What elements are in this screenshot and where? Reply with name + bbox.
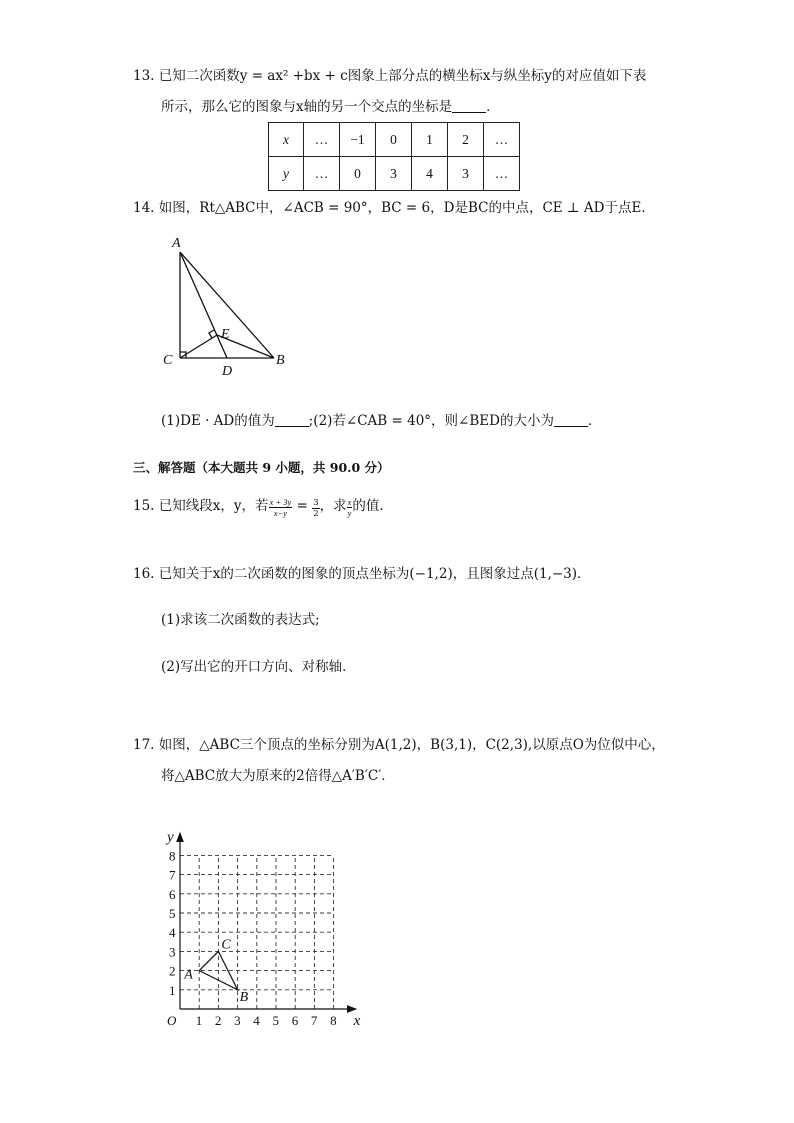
table-cell: 2	[448, 123, 484, 157]
y-tick-label: 4	[169, 925, 176, 941]
q15-text-c: 的值．	[352, 498, 393, 514]
answer-blank[interactable]	[452, 98, 486, 113]
q15-text-a: 已知线段x，y，若	[158, 498, 269, 514]
q13-line2	[161, 97, 500, 117]
q14-text: 如图，Rt△ABC中，∠ACB = 90°，BC = 6，D是BC的中点，CE ⊥ AD于点E．	[158, 200, 655, 216]
q16-line	[133, 564, 591, 584]
fraction-numerator: x + 3y	[269, 497, 292, 507]
fraction-denominator: 2	[313, 509, 319, 519]
q16-text: 已知关于x的二次函数的图象的顶点坐标为(−1,2)，且图象过点(1,−3)．	[158, 566, 591, 582]
x-tick-label: 6	[291, 1013, 299, 1028]
y-axis-label: y	[167, 829, 174, 846]
x-tick-label: 5	[272, 1013, 279, 1028]
q17-coordinate-grid	[160, 825, 370, 1035]
y-tick-label: 6	[169, 886, 176, 902]
fraction	[269, 497, 293, 518]
fraction-denominator: x−y	[273, 508, 288, 518]
q14-sub1: (1)DE · AD的值为	[161, 413, 275, 429]
x-axis-label: x	[353, 1013, 361, 1029]
q13-text: 已知二次函数y = ax² +bx + c图象上部分点的横坐标x与纵坐标y的对应值如下表	[158, 68, 647, 84]
y-axis-arrow	[177, 833, 183, 841]
q14-sub2: ;(2)若∠CAB = 40°，则∠BED的大小为	[308, 413, 554, 429]
table-cell: x	[269, 123, 304, 157]
q13-text-2: 所示，那么它的图象与x轴的另一个交点的坐标是	[161, 99, 453, 115]
y-tick-label: 3	[169, 944, 176, 960]
table-cell: …	[304, 123, 340, 157]
q17-line1	[133, 735, 665, 755]
table-cell: 4	[412, 157, 448, 191]
q14-subquestions	[161, 411, 601, 431]
label-d: D	[222, 364, 233, 379]
fraction-numerator: 3	[313, 498, 319, 508]
table-cell: …	[304, 157, 340, 191]
table-cell: 0	[376, 123, 412, 157]
q15-text-b: ，求	[319, 498, 347, 514]
q14-triangle-figure	[160, 230, 300, 380]
answer-blank[interactable]	[554, 412, 588, 427]
q17-number: 17.	[133, 737, 155, 753]
side-ab	[180, 252, 274, 358]
x-tick-label: 3	[234, 1013, 241, 1028]
q16-part2: (2)写出它的开口方向、对称轴．	[161, 659, 356, 675]
label-e: E	[221, 327, 230, 342]
label-a: A	[172, 236, 181, 251]
q16-number: 16.	[133, 566, 155, 582]
answer-blank[interactable]	[275, 412, 309, 427]
fraction	[312, 498, 319, 519]
x-tick-label: 4	[253, 1013, 260, 1028]
q16-part1: (1)求该二次函数的表达式;	[161, 612, 320, 628]
q15-line	[133, 496, 393, 519]
label-c: C	[163, 353, 173, 368]
q17-text: 如图，△ABC三个顶点的坐标分别为A(1,2)，B(3,1)，C(2,3),以原点O为位似中心，	[158, 737, 665, 753]
q14-number: 14.	[133, 200, 155, 216]
segment-ad	[180, 252, 227, 358]
q17-line2: 将△ABC放大为原来的2倍得△A′B′C′．	[161, 768, 395, 784]
q13-value-table	[268, 122, 520, 191]
table-cell: 0	[340, 157, 376, 191]
section-title: 三、解答题（本大题共 9 小题，共 90.0 分）	[133, 460, 390, 475]
label-b: B	[276, 353, 285, 368]
y-tick-label: 1	[169, 982, 176, 998]
table-row	[269, 157, 520, 191]
table-cell: …	[484, 157, 520, 191]
y-tick-label: 7	[169, 867, 176, 883]
q14-line	[133, 198, 655, 218]
y-tick-label: 8	[169, 848, 176, 864]
q13-number: 13.	[133, 68, 155, 84]
y-tick-label: 2	[169, 963, 176, 979]
x-tick-label: 1	[195, 1013, 203, 1028]
table-cell: 3	[376, 157, 412, 191]
y-tick-label: 5	[169, 906, 176, 921]
table-row	[269, 123, 520, 157]
point-label-a: A	[184, 967, 193, 983]
table-cell: …	[484, 123, 520, 157]
equals-sign: =	[292, 498, 313, 514]
table-cell: y	[269, 157, 304, 191]
point-label-b: B	[239, 989, 249, 1005]
table-cell: 1	[412, 123, 448, 157]
x-tick-label: 8	[330, 1013, 337, 1028]
x-tick-label: 7	[310, 1013, 318, 1028]
q14-sub-end: ．	[587, 413, 602, 429]
fraction-denominator: y	[347, 508, 352, 518]
point-label-c: C	[221, 937, 231, 953]
q13-text-end: ．	[486, 99, 500, 115]
origin-label: O	[167, 1013, 177, 1028]
x-axis-arrow	[348, 1006, 356, 1012]
fraction-numerator: x	[347, 497, 352, 507]
q15-number: 15.	[133, 498, 155, 514]
q13-line1	[133, 66, 646, 86]
table-cell: 3	[448, 157, 484, 191]
x-tick-label: 2	[214, 1013, 222, 1028]
table-cell: −1	[340, 123, 376, 157]
